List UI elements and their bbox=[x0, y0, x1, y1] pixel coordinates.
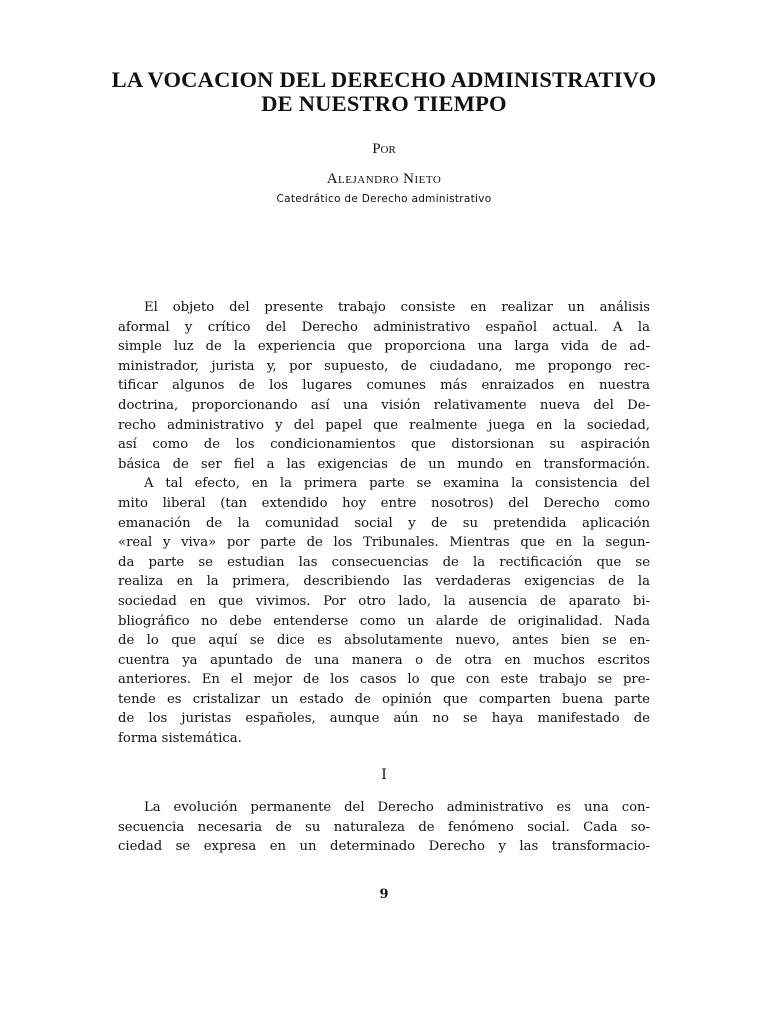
author-name: Alejandro Nieto bbox=[326, 171, 442, 187]
text-line: de los juristas españoles, aunque aún no se haya manifestado de bbox=[118, 711, 650, 727]
text-line: cuentra ya apuntado de una manera o de otra en muchos escritos bbox=[118, 652, 650, 668]
text-line: mito liberal (tan extendido hoy entre nosotros) del Derecho como bbox=[118, 495, 650, 511]
section-heading: I bbox=[381, 767, 387, 783]
author-affiliation: Catedrático de Derecho administrativo bbox=[276, 193, 492, 205]
text-line: secuencia necesaria de su naturaleza de fenómeno social. Cada so- bbox=[118, 819, 650, 835]
text-line: doctrina, proporcionando así una visión relativamente nueva del De- bbox=[118, 397, 650, 413]
article-title-line-1: LA VOCACION DEL DERECHO ADMINISTRATIVO bbox=[111, 67, 657, 92]
text-line: emanación de la comunidad social y de su pretendida aplicación bbox=[118, 515, 650, 531]
text-line: da parte se estudian las consecuencias de la rectificación que se bbox=[118, 554, 650, 570]
text-line: básica de ser fiel a las exigencias de un mundo en transformación. bbox=[118, 456, 650, 472]
text-line: anteriores. En el mejor de los casos lo que con este trabajo se pre- bbox=[118, 672, 650, 688]
text-line: simple luz de la experiencia que proporciona una larga vida de ad- bbox=[118, 339, 650, 355]
body-text-section-1 bbox=[118, 798, 650, 857]
body-text-opening bbox=[118, 298, 650, 749]
text-line: «real y viva» por parte de los Tribunales. Mientras que en la segun- bbox=[118, 535, 650, 551]
text-line: recho administrativo y del papel que realmente juega en la sociedad, bbox=[118, 417, 650, 433]
byline-prefix: Por bbox=[372, 141, 396, 157]
text-line: así como de los condicionamientos que distorsionan su aspiración bbox=[118, 437, 650, 453]
text-line: A tal efecto, en la primera parte se examina la consistencia del bbox=[144, 476, 650, 492]
text-line: La evolución permanente del Derecho administrativo es una con- bbox=[144, 800, 650, 815]
text-line: sociedad en que vivimos. Por otro lado, la ausencia de aparato bi- bbox=[118, 593, 650, 609]
text-line: de lo que aquí se dice es absolutamente nuevo, antes bien se en- bbox=[118, 633, 650, 649]
text-line: ciedad se expresa en un determinado Derecho y las transformacio- bbox=[118, 839, 650, 855]
text-line: forma sistemática. bbox=[118, 731, 242, 747]
article-title-line-2: DE NUESTRO TIEMPO bbox=[261, 91, 507, 116]
text-line: tificar algunos de los lugares comunes más enraizados en nuestra bbox=[118, 378, 650, 394]
text-line: realiza en la primera, describiendo las verdaderas exigencias de la bbox=[118, 574, 650, 590]
text-line: bliográfico no debe entenderse como un alarde de originalidad. Nada bbox=[118, 613, 650, 629]
text-line: El objeto del presente trabajo consiste en realizar un análisis bbox=[144, 300, 650, 315]
page-number: 9 bbox=[379, 887, 389, 902]
text-line: tende es cristalizar un estado de opinión que comparten buena parte bbox=[118, 691, 650, 707]
text-line: ministrador, jurista y, por supuesto, de ciudadano, me propongo rec- bbox=[118, 358, 650, 374]
text-line: aformal y crítico del Derecho administrativo español actual. A la bbox=[118, 319, 650, 335]
